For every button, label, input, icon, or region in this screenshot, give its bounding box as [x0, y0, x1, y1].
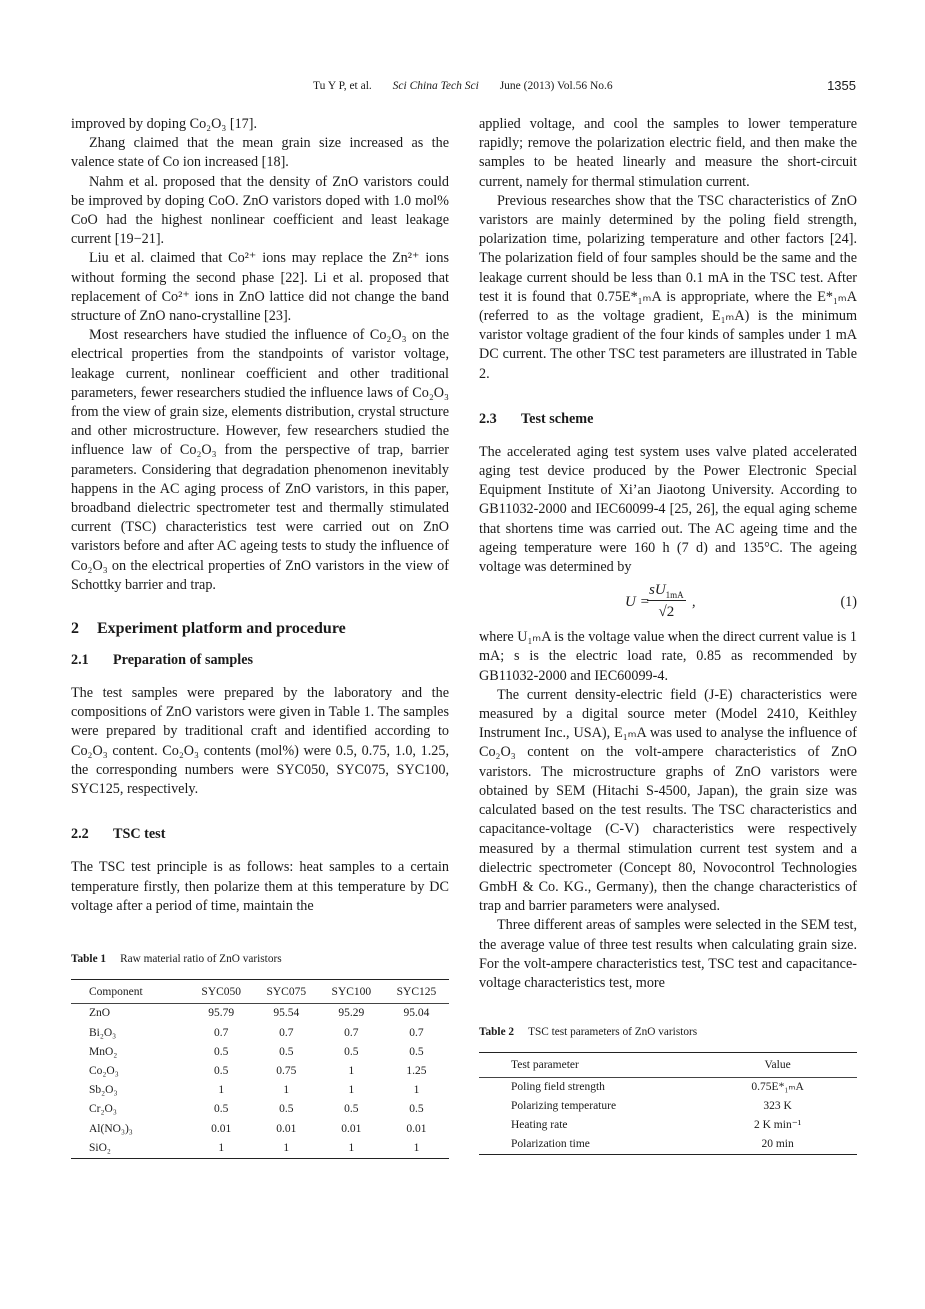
table2-caption: Table 2 TSC test parameters of ZnO varistors [479, 1026, 698, 1039]
paragraph: Nahm et al. proposed that the density of ZnO varistors could be improved by doping CoO. ZnO varistors doped with 1.0 mol% CoO had the highest nonlinear coefficient and least leakage current [19−21]. [71, 173, 449, 248]
paragraph: Three different areas of samples were selected in the SEM test, the average value of three test results when calculating grain size. For the volt-ampere characteristics test, TSC test and capacitance-voltage characteristics test, more [479, 917, 857, 991]
subsection-heading: 2.2 TSC test [71, 826, 166, 843]
table2 [479, 1052, 857, 1155]
paragraph: applied voltage, and cool the samples to lower temperature rapidly; remove the polarization electric field, and then make the samples to be heated linearly and measure the short-circuit current, namely for thermal stimulation current. [479, 116, 857, 190]
header-issue: June (2013) Vol.56 No.6 [499, 80, 613, 92]
paragraph: The TSC test principle is as follows: heat samples to a certain temperature firstly, then polarize them at this temperature by DC voltage after a period of time, maintain the [71, 859, 449, 914]
table-row: Bi₂O₃ 0.7 0.7 0.7 0.7 [89, 1026, 424, 1039]
right-column [479, 115, 857, 1155]
table-row: Polarizing temperature 323 K [511, 1099, 792, 1112]
table-row: Heating rate 2 K min⁻¹ [511, 1118, 802, 1131]
table-row: Poling field strength 0.75E*₁ₘA [511, 1080, 804, 1093]
paragraph: Most researchers have studied the influence of Co₂O₃ on the electrical properties from the standpoints of varistor voltage, leakage current, nonlinear coefficient and other traditional parameters, fewer researchers studied the influence laws of Co₂O₃ from the view of grain size, elements distribution, crystal structure and other microstructure. However, few researchers studied the influence law of Co₂O₃ from the perspective of trap, barrier parameters. Considering that degradation phenomenon inevitably happens in the AC aging process of ZnO varistors, in this paper, broadband dielectric spectrometer test and thermally stimulated current (TSC) characteristics test were carried out on ZnO varistors before and after AC ageing tests to study the influence of Co₂O₃ on the electrical properties of ZnO varistors in the view of Schottky barrier and trap. [71, 327, 449, 593]
table-row: Al(NO₃)₃ 0.01 0.01 0.01 0.01 [89, 1122, 427, 1135]
table-row: Polarization time 20 min [511, 1138, 794, 1151]
table-header-row: Test parameter Value [479, 1053, 857, 1077]
equation-fraction: $\frac{sU_{1mA}}{√2}$ [649, 582, 684, 621]
page-number: 1355 [827, 78, 856, 93]
paragraph: Zhang claimed that the mean grain size increased as the valence state of Co ion increased [18]. [71, 135, 449, 171]
paragraph: The test samples were prepared by the laboratory and the compositions of ZnO varistors were given in Table 1. The samples were prepared by traditional craft and identified according to Co₂O₃ content. Co₂O₃ contents (mol%) were 0.5, 0.75, 1.0, 1.25, the corresponding numbers were SYC050, SYC075, SYC100, SYC125, respectively. [71, 685, 449, 798]
subsection-heading: 2.1 Preparation of samples [71, 652, 254, 669]
table1 [71, 979, 449, 1159]
table-row: Sb₂O₃ 1 1 1 1 [89, 1084, 420, 1097]
table-row: Co₂O₃ 0.5 0.75 1 1.25 [89, 1064, 427, 1077]
equation-number: (1) [840, 594, 857, 611]
table-row: Cr₂O₃ 0.5 0.5 0.5 0.5 [89, 1103, 424, 1116]
section-heading: 2 Experiment platform and procedure [71, 620, 346, 638]
subsection-heading: 2.3 Test scheme [479, 410, 594, 427]
paragraph: improved by doping Co₂O₃ [17]. [71, 116, 258, 132]
running-header [0, 78, 925, 96]
left-column [71, 115, 449, 1159]
table-row: ZnO 95.79 95.54 95.29 95.04 [89, 1007, 430, 1020]
paragraph: where U₁ₘA is the voltage value when the direct current value is 1 mA; s is the electric load rate, 0.85 as recommended by GB11032-2000 and IEC60099-4. [479, 629, 857, 684]
table1-caption: Table 1 Raw material ratio of ZnO varistors [71, 952, 282, 965]
table-row: MnO₂ 0.5 0.5 0.5 0.5 [89, 1045, 424, 1058]
header-authors: Tu Y P, et al. [313, 80, 372, 92]
paragraph: Previous researches show that the TSC characteristics of ZnO varistors are mainly determined by the poling field strength, polarization time, polarizing temperature and other factors [24]. The polarization field of four samples should be the same and the leakage current should be less than 0.1 mA in the TSC test. After test it is found that 0.75E*₁ₘA is appropriate, where the E*₁ₘA (referred to as the voltage gradient, E₁ₘA) is the minimum varistor voltage gradient of the four kinds of samples under 1 mA DC current. The other TSC test parameters are illustrated in Table 2. [479, 192, 857, 382]
header-journal: Sci China Tech Sci [392, 80, 479, 92]
table-header-row: Component SYC050 SYC075 SYC100 SYC125 [71, 980, 449, 1004]
paragraph: Liu et al. claimed that Co²⁺ ions may replace the Zn²⁺ ions without forming the second phase [22]. Li et al. proposed that replacement of Co²⁺ ions in ZnO lattice did not change the band structure of ZnO nano-crystalline [23]. [71, 250, 449, 325]
paragraph: The accelerated aging test system uses valve plated accelerated aging test device produced by the Power Electronic Special Equipment Institute of Xi’an Jiaotong University. According to GB11032-2000 and IEC60099-4 [25, 26], the equal aging scheme that shortens time was carried out. The AC ageing time and the ageing temperature were 160 h (7 d) and 135°C. The ageing voltage was determined by [479, 443, 857, 576]
paragraph: The current density-electric field (J-E) characteristics were measured by a digital source meter (Model 2410, Keithley Instrument Inc., USA), E₁ₘA was used to analyse the influence of Co₂O₃ content on the volt-ampere characteristics of ZnO varistors. The microstructure graphs of ZnO varistors were obtained by SEM (Hitachi S-4500, Japan), the grain size was calculated based on the test results. The TSC characteristics and capacitance-voltage (C-V) characteristics were respectively measured by a thermal stimulation current test system and a dielectric spectrometer (Concept 80, Novocontrol Technologies GmbH & Co. KG., Germany), then the change characteristics of trap and barrier parameters were analysed. [479, 686, 857, 915]
table-row: SiO₂ 1 1 1 1 [89, 1141, 420, 1154]
equation-1: U = $\frac{sU_{1mA}}{√2}$ , (1) [479, 580, 857, 626]
